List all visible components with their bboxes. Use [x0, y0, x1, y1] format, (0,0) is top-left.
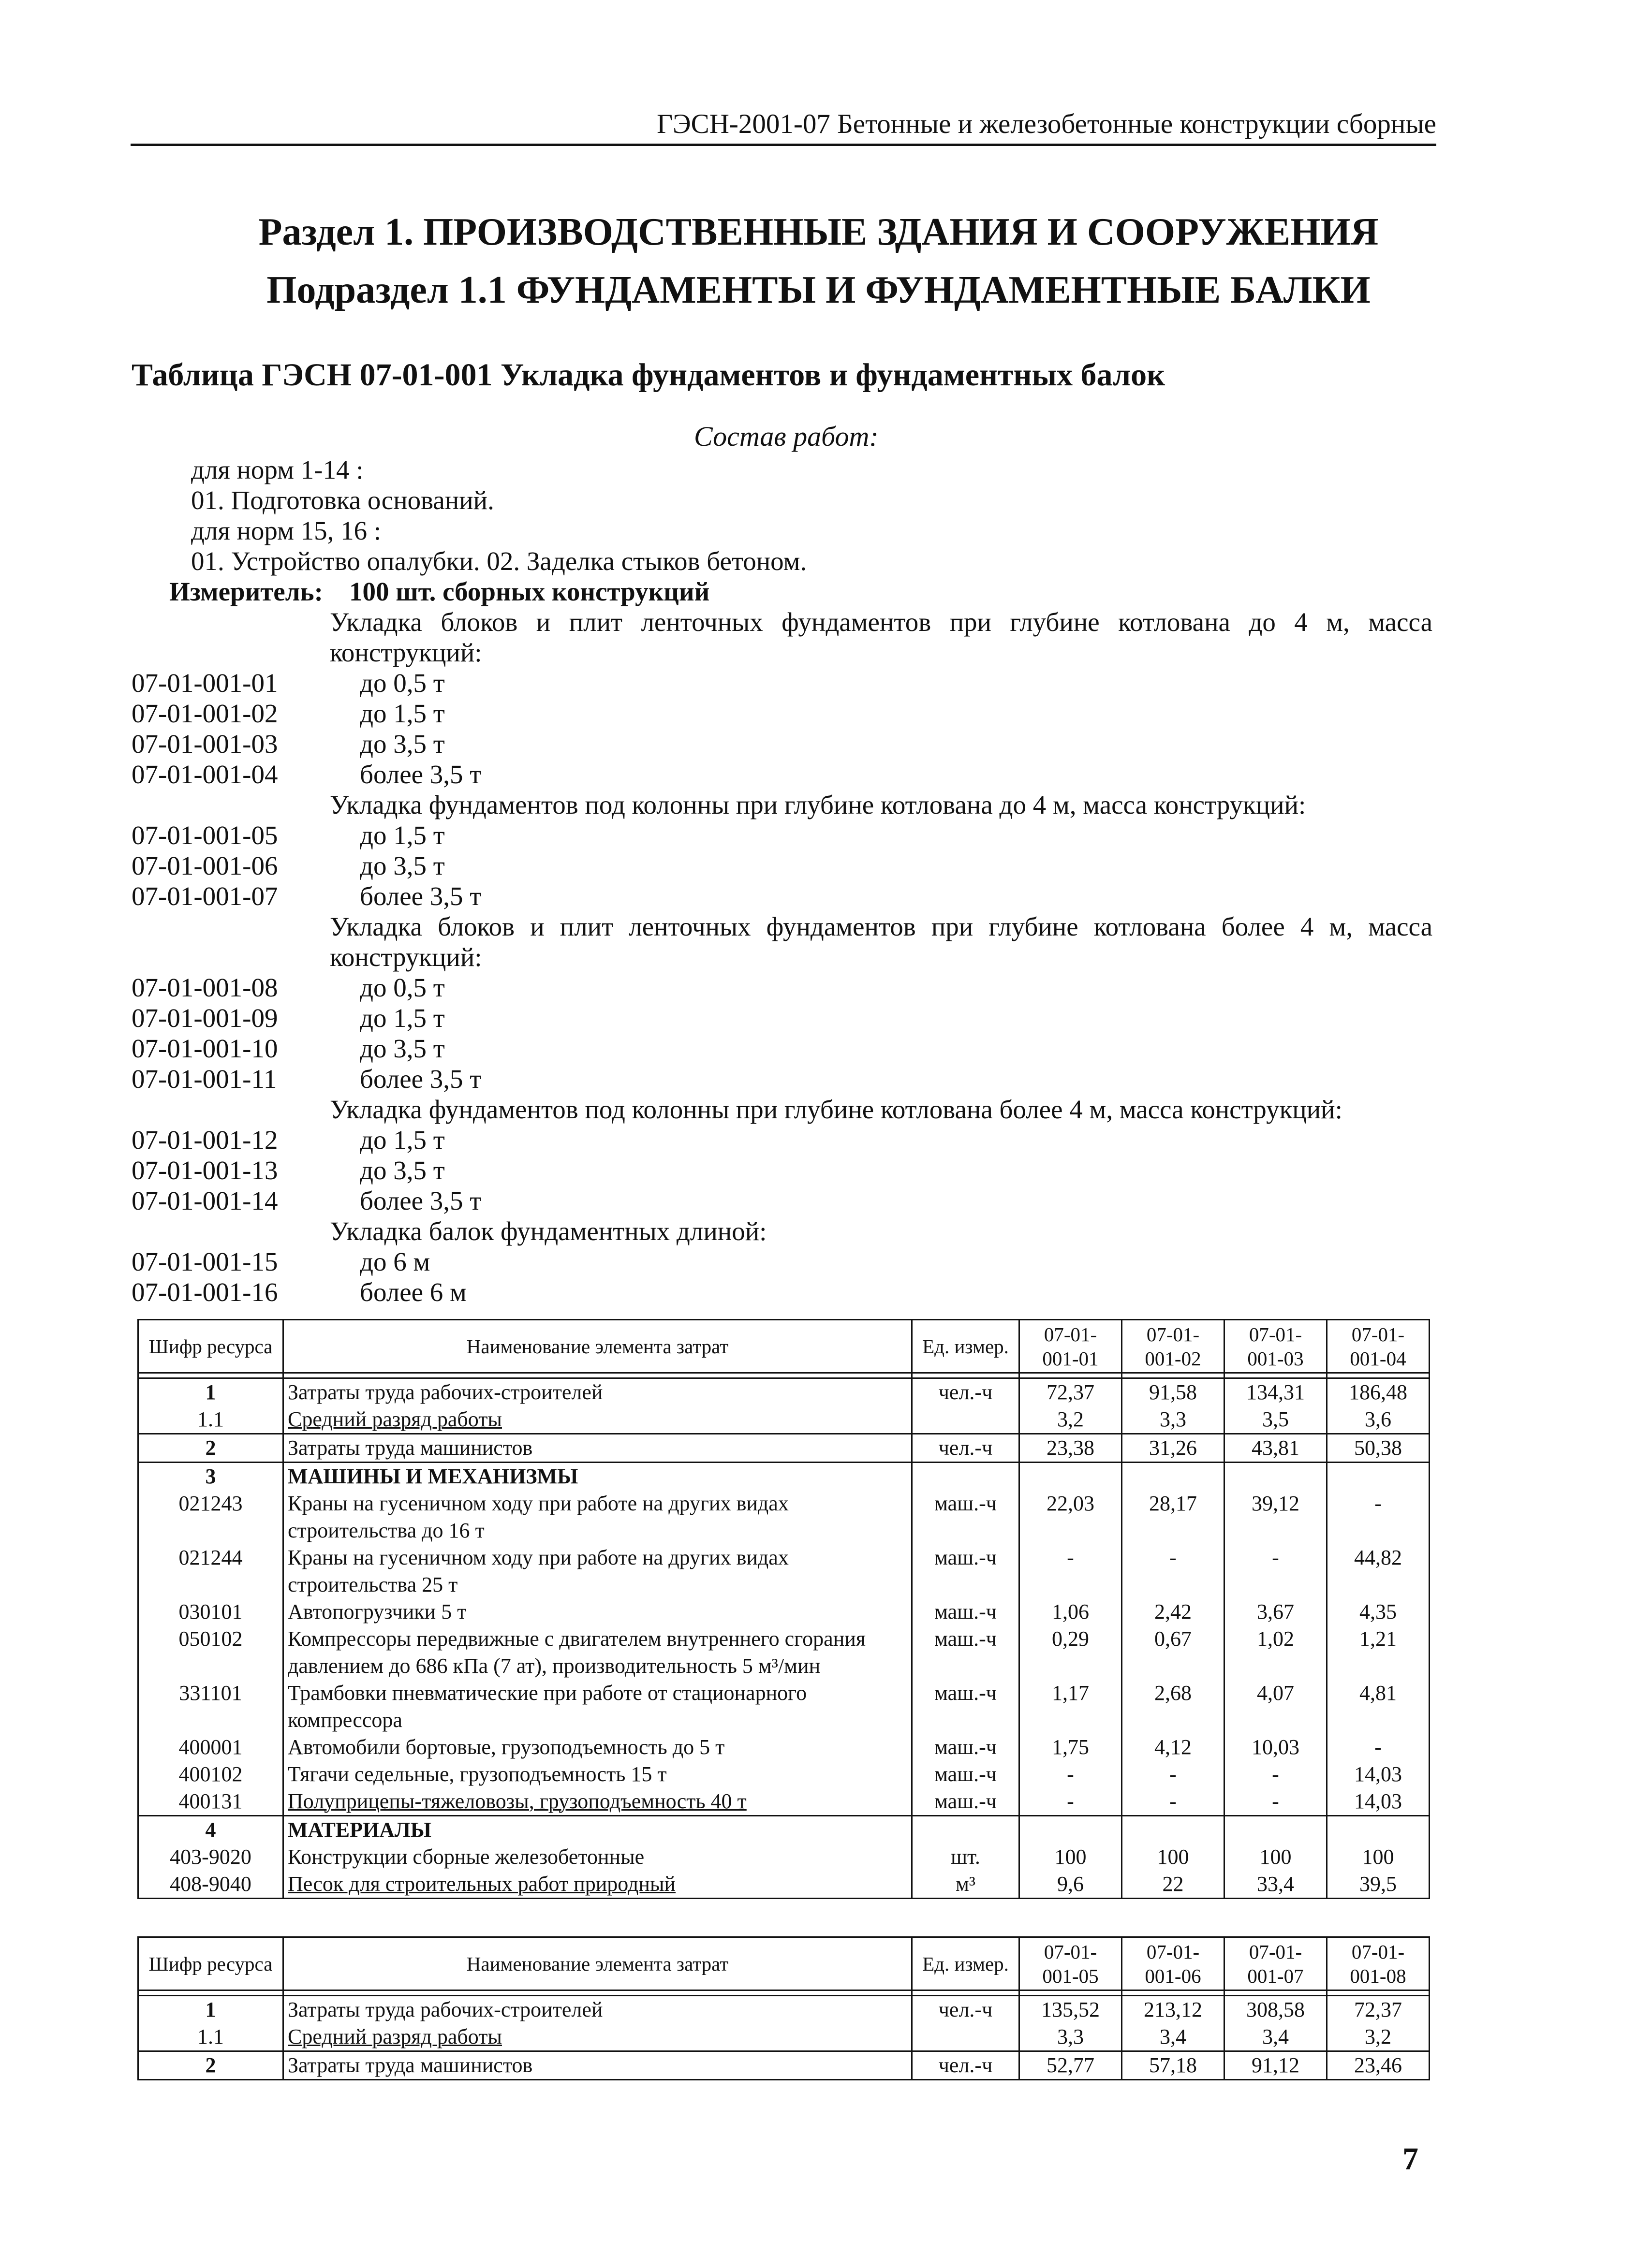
composition-label: Состав работ:: [694, 421, 879, 452]
row-unit: [912, 1463, 1019, 1491]
norm-text: более 3,5 т: [360, 1064, 482, 1094]
norm-code: 07-01-001-16: [132, 1277, 278, 1307]
norm-code: 07-01-001-05: [132, 820, 278, 850]
table-row: [138, 1490, 1430, 1544]
norm-group-heading: Укладка фундаментов под колонны при глубине котлована более 4 м, масса конструкций:: [330, 1095, 1342, 1124]
row-unit: чел.-ч: [912, 1996, 1019, 2024]
norm-text: до 3,5 т: [360, 729, 445, 759]
row-value: -: [1224, 1761, 1327, 1788]
row-value: 100: [1019, 1844, 1122, 1871]
row-name: Песок для строительных работ природный: [283, 1871, 912, 1899]
row-value: 10,03: [1224, 1734, 1327, 1761]
row-value: [1327, 1816, 1430, 1844]
row-value: 23,38: [1019, 1434, 1122, 1463]
row-code: 2: [138, 2051, 283, 2080]
measure-value: 100 шт. сборных конструкций: [349, 577, 710, 606]
row-value: 3,2: [1019, 1406, 1122, 1434]
row-code: 021244: [138, 1544, 283, 1598]
norm-code: 07-01-001-13: [132, 1156, 278, 1185]
row-unit: маш.-ч: [912, 1598, 1019, 1625]
table-row: [138, 1816, 1430, 1844]
row-value: 91,58: [1122, 1378, 1224, 1406]
row-value: 1,75: [1019, 1734, 1122, 1761]
norm-code: 07-01-001-07: [132, 881, 278, 911]
row-value: 43,81: [1224, 1434, 1327, 1463]
row-value: 4,07: [1224, 1680, 1327, 1734]
row-value: 31,26: [1122, 1434, 1224, 1463]
row-value: 33,4: [1224, 1871, 1327, 1899]
header-norm-col: 07-01- 001-03: [1224, 1320, 1327, 1373]
norm-text: до 0,5 т: [360, 668, 445, 698]
header-norm-col: 07-01- 001-02: [1122, 1320, 1224, 1373]
row-value: [1224, 1463, 1327, 1491]
norm-code: 07-01-001-11: [132, 1064, 277, 1094]
row-unit: чел.-ч: [912, 2051, 1019, 2080]
row-value: 72,37: [1019, 1378, 1122, 1406]
row-code: 1.1: [138, 1406, 283, 1434]
row-value: 9,6: [1019, 1871, 1122, 1899]
row-value: -: [1327, 1490, 1430, 1544]
row-code: 030101: [138, 1598, 283, 1625]
row-value: 23,46: [1327, 2051, 1430, 2080]
subsection-title: Подраздел 1.1 ФУНДАМЕНТЫ И ФУНДАМЕНТНЫЕ БАЛКИ: [266, 269, 1371, 311]
header-code: Шифр ресурса: [138, 1937, 283, 1990]
row-value: 4,35: [1327, 1598, 1430, 1625]
header-name: Наименование элемента затрат: [283, 1937, 912, 1990]
row-value: 186,48: [1327, 1378, 1430, 1406]
header-norm-col: 07-01- 001-08: [1327, 1937, 1430, 1990]
norm-group-heading: Укладка фундаментов под колонны при глубине котлована до 4 м, масса конструкций:: [330, 790, 1306, 819]
row-value: 135,52: [1019, 1996, 1122, 2024]
row-code: 408-9040: [138, 1871, 283, 1899]
row-code: 1: [138, 1996, 283, 2024]
norm-code: 07-01-001-14: [132, 1186, 278, 1215]
table-row: [138, 1871, 1430, 1899]
row-value: 22: [1122, 1871, 1224, 1899]
row-name: Затраты труда машинистов: [283, 2051, 912, 2080]
composition-line: для норм 1-14 :: [191, 455, 364, 484]
resource-table-2: [137, 1936, 1430, 2080]
row-code: 400102: [138, 1761, 283, 1788]
row-unit: маш.-ч: [912, 1788, 1019, 1816]
row-code: 3: [138, 1463, 283, 1491]
row-value: 44,82: [1327, 1544, 1430, 1598]
norm-code: 07-01-001-15: [132, 1247, 278, 1276]
row-value: 1,21: [1327, 1625, 1430, 1680]
header-norm-col: 07-01- 001-04: [1327, 1320, 1430, 1373]
header-name: Наименование элемента затрат: [283, 1320, 912, 1373]
header-gap: [138, 1990, 1430, 1996]
row-unit: маш.-ч: [912, 1680, 1019, 1734]
norm-group-heading: Укладка блоков и плит ленточных фундаментов при глубине котлована до 4 м, масса конструкций:: [330, 607, 1432, 667]
row-unit: чел.-ч: [912, 1434, 1019, 1463]
row-unit: [912, 2023, 1019, 2051]
row-value: 4,81: [1327, 1680, 1430, 1734]
measure-label: Измеритель:: [169, 577, 323, 606]
norm-text: до 3,5 т: [360, 851, 445, 880]
header-code: Шифр ресурса: [138, 1320, 283, 1373]
row-name: Средний разряд работы: [283, 1406, 912, 1434]
norm-text: до 1,5 т: [360, 1125, 445, 1155]
row-value: [1019, 1816, 1122, 1844]
row-unit: маш.-ч: [912, 1625, 1019, 1680]
row-value: -: [1019, 1544, 1122, 1598]
norm-text: до 1,5 т: [360, 699, 445, 728]
row-unit: маш.-ч: [912, 1490, 1019, 1544]
row-code: 1: [138, 1378, 283, 1406]
row-value: 3,3: [1122, 1406, 1224, 1434]
norm-code: 07-01-001-04: [132, 760, 278, 789]
header-norm-col: 07-01- 001-01: [1019, 1320, 1122, 1373]
row-value: 3,4: [1224, 2023, 1327, 2051]
row-value: 1,06: [1019, 1598, 1122, 1625]
row-value: -: [1019, 1761, 1122, 1788]
row-value: 213,12: [1122, 1996, 1224, 2024]
norm-text: более 3,5 т: [360, 1186, 482, 1215]
row-name: Трамбовки пневматические при работе от стационарного компрессора: [283, 1680, 912, 1734]
row-name: Затраты труда машинистов: [283, 1434, 912, 1463]
page-number: 7: [1402, 2141, 1418, 2177]
row-unit: [912, 1816, 1019, 1844]
table-row: [138, 1625, 1430, 1680]
table-row: [138, 1761, 1430, 1788]
header-norm-col: 07-01- 001-05: [1019, 1937, 1122, 1990]
norm-text: до 1,5 т: [360, 820, 445, 850]
row-name: Автомобили бортовые, грузоподъемность до 5 т: [283, 1734, 912, 1761]
norm-text: до 3,5 т: [360, 1034, 445, 1063]
row-value: 28,17: [1122, 1490, 1224, 1544]
row-code: 403-9020: [138, 1844, 283, 1871]
row-code: 400001: [138, 1734, 283, 1761]
norm-text: более 3,5 т: [360, 881, 482, 911]
composition-line: 01. Подготовка оснований.: [191, 485, 494, 515]
row-code: 021243: [138, 1490, 283, 1544]
row-name: Конструкции сборные железобетонные: [283, 1844, 912, 1871]
row-value: [1122, 1463, 1224, 1491]
row-unit: м³: [912, 1871, 1019, 1899]
row-value: -: [1224, 1788, 1327, 1816]
row-unit: маш.-ч: [912, 1544, 1019, 1598]
row-value: 52,77: [1019, 2051, 1122, 2080]
norm-text: до 3,5 т: [360, 1156, 445, 1185]
row-name: Средний разряд работы: [283, 2023, 912, 2051]
table-row: [138, 1406, 1430, 1434]
row-value: 100: [1224, 1844, 1327, 1871]
table-row: [138, 1734, 1430, 1761]
table-header-row: [138, 1937, 1430, 1990]
row-value: 3,3: [1019, 2023, 1122, 2051]
table-row: [138, 1598, 1430, 1625]
row-value: 308,58: [1224, 1996, 1327, 2024]
row-value: [1224, 1816, 1327, 1844]
norm-text: более 6 м: [360, 1277, 467, 1307]
row-value: 3,6: [1327, 1406, 1430, 1434]
norm-group-heading: Укладка балок фундаментных длиной:: [330, 1216, 767, 1246]
row-value: -: [1122, 1788, 1224, 1816]
row-unit: маш.-ч: [912, 1734, 1019, 1761]
row-value: 14,03: [1327, 1788, 1430, 1816]
row-name: Затраты труда рабочих-строителей: [283, 1378, 912, 1406]
row-value: 3,5: [1224, 1406, 1327, 1434]
norm-code: 07-01-001-01: [132, 668, 278, 698]
row-value: 50,38: [1327, 1434, 1430, 1463]
section-title: Раздел 1. ПРОИЗВОДСТВЕННЫЕ ЗДАНИЯ И СООРУЖЕНИЯ: [258, 211, 1379, 253]
table-row: [138, 1434, 1430, 1463]
row-name: Краны на гусеничном ходу при работе на других видах строительства до 16 т: [283, 1490, 912, 1544]
header-norm-col: 07-01- 001-07: [1224, 1937, 1327, 1990]
row-value: 91,12: [1224, 2051, 1327, 2080]
row-unit: маш.-ч: [912, 1761, 1019, 1788]
row-code: 1.1: [138, 2023, 283, 2051]
row-value: 2,68: [1122, 1680, 1224, 1734]
row-value: 72,37: [1327, 1996, 1430, 2024]
table-row: [138, 2051, 1430, 2080]
header-unit: Ед. измер.: [912, 1937, 1019, 1990]
composition-line: 01. Устройство опалубки. 02. Заделка стыков бетоном.: [191, 546, 807, 576]
row-value: 4,12: [1122, 1734, 1224, 1761]
header-norm-col: 07-01- 001-06: [1122, 1937, 1224, 1990]
norm-text: до 6 м: [360, 1247, 430, 1276]
row-name: Краны на гусеничном ходу при работе на других видах строительства 25 т: [283, 1544, 912, 1598]
row-value: -: [1019, 1788, 1122, 1816]
table-row: [138, 1680, 1430, 1734]
table-row: [138, 1378, 1430, 1406]
row-value: 3,67: [1224, 1598, 1327, 1625]
row-value: 39,12: [1224, 1490, 1327, 1544]
table-row: [138, 1463, 1430, 1491]
header-rule: [131, 144, 1436, 146]
norm-code: 07-01-001-06: [132, 851, 278, 880]
row-value: -: [1327, 1734, 1430, 1761]
norm-code: 07-01-001-12: [132, 1125, 278, 1155]
table-row: [138, 2023, 1430, 2051]
row-value: 2,42: [1122, 1598, 1224, 1625]
row-name: Тягачи седельные, грузоподъемность 15 т: [283, 1761, 912, 1788]
norm-code: 07-01-001-02: [132, 699, 278, 728]
row-value: 14,03: [1327, 1761, 1430, 1788]
norm-text: до 0,5 т: [360, 973, 445, 1002]
row-value: 0,67: [1122, 1625, 1224, 1680]
table-row: [138, 1788, 1430, 1816]
table-header-row: [138, 1320, 1430, 1373]
table-row: [138, 1544, 1430, 1598]
row-name: Автопогрузчики 5 т: [283, 1598, 912, 1625]
row-value: [1019, 1463, 1122, 1491]
norm-group-heading: Укладка блоков и плит ленточных фундаментов при глубине котлована более 4 м, масса конструкций:: [330, 912, 1432, 972]
row-value: 39,5: [1327, 1871, 1430, 1899]
row-code: 2: [138, 1434, 283, 1463]
row-name: МАШИНЫ И МЕХАНИЗМЫ: [283, 1463, 912, 1491]
row-unit: чел.-ч: [912, 1378, 1019, 1406]
table-title: Таблица ГЭСН 07-01-001 Укладка фундаментов и фундаментных балок: [132, 357, 1165, 393]
row-code: 050102: [138, 1625, 283, 1680]
table-row: [138, 1996, 1430, 2024]
row-value: -: [1224, 1544, 1327, 1598]
header-gap: [138, 1373, 1430, 1378]
row-value: 134,31: [1224, 1378, 1327, 1406]
row-code: 4: [138, 1816, 283, 1844]
norm-code: 07-01-001-10: [132, 1034, 278, 1063]
row-value: 100: [1122, 1844, 1224, 1871]
norm-text: до 1,5 т: [360, 1003, 445, 1033]
norm-code: 07-01-001-08: [132, 973, 278, 1002]
table-row: [138, 1844, 1430, 1871]
row-unit: [912, 1406, 1019, 1434]
row-value: -: [1122, 1544, 1224, 1598]
norm-text: более 3,5 т: [360, 760, 482, 789]
row-value: 22,03: [1019, 1490, 1122, 1544]
row-value: -: [1122, 1761, 1224, 1788]
row-value: [1122, 1816, 1224, 1844]
composition-line: для норм 15, 16 :: [191, 516, 382, 545]
row-value: 1,02: [1224, 1625, 1327, 1680]
row-name: МАТЕРИАЛЫ: [283, 1816, 912, 1844]
row-value: [1327, 1463, 1430, 1491]
row-value: 0,29: [1019, 1625, 1122, 1680]
norm-code: 07-01-001-09: [132, 1003, 278, 1033]
row-name: Затраты труда рабочих-строителей: [283, 1996, 912, 2024]
row-value: 3,2: [1327, 2023, 1430, 2051]
resource-table-1: [137, 1319, 1430, 1899]
row-value: 1,17: [1019, 1680, 1122, 1734]
running-head: ГЭСН-2001-07 Бетонные и железобетонные конструкции сборные: [657, 109, 1436, 139]
row-name: Компрессоры передвижные с двигателем внутреннего сгорания давлением до 686 кПа (7 ат), производительность 5 м³/мин: [283, 1625, 912, 1680]
row-name: Полуприцепы-тяжеловозы, грузоподъемность 40 т: [283, 1788, 912, 1816]
norm-code: 07-01-001-03: [132, 729, 278, 759]
row-code: 400131: [138, 1788, 283, 1816]
row-value: 57,18: [1122, 2051, 1224, 2080]
header-unit: Ед. измер.: [912, 1320, 1019, 1373]
row-unit: шт.: [912, 1844, 1019, 1871]
row-code: 331101: [138, 1680, 283, 1734]
row-value: 100: [1327, 1844, 1430, 1871]
row-value: 3,4: [1122, 2023, 1224, 2051]
